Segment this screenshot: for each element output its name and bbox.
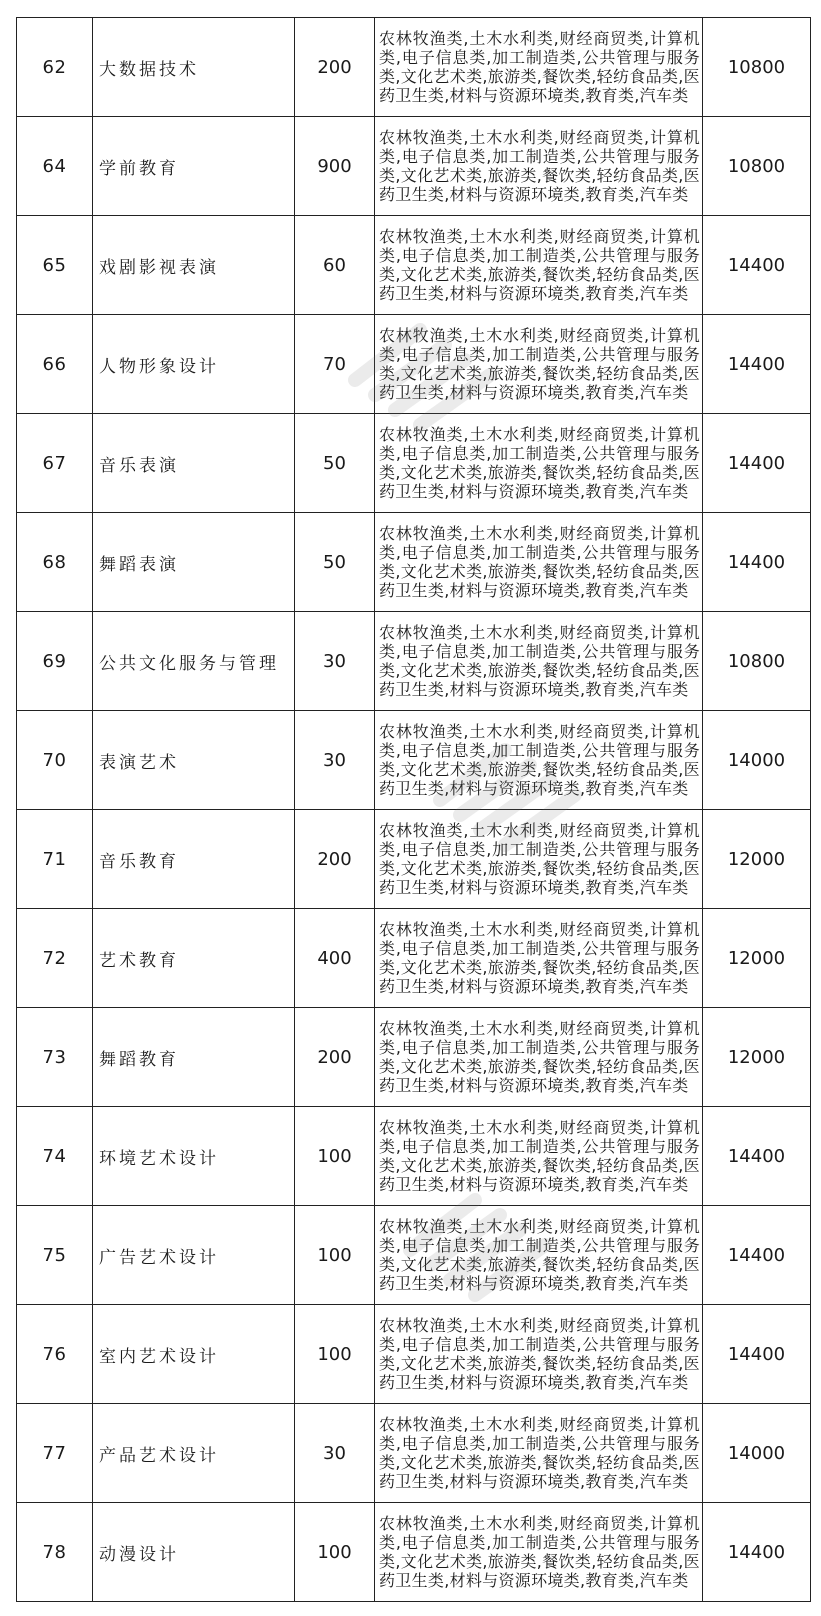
table-body	[17, 18, 811, 1602]
major-number: 70	[17, 711, 93, 810]
table-row	[17, 1305, 811, 1404]
eligible-categories: 农林牧渔类,土木水利类,财经商贸类,计算机类,电子信息类,加工制造类,公共管理与服务类,文化艺术类,旅游类,餐饮类,轻纺食品类,医药卫生类,材料与资源环境类,教育类,汽车类	[375, 612, 703, 711]
tuition-fee: 14400	[703, 513, 811, 612]
enrollment-count: 200	[295, 18, 375, 117]
tuition-fee: 12000	[703, 909, 811, 1008]
major-number: 66	[17, 315, 93, 414]
major-name: 表演艺术	[93, 711, 295, 810]
table-row	[17, 216, 811, 315]
major-name: 大数据技术	[93, 18, 295, 117]
tuition-fee: 14400	[703, 1107, 811, 1206]
tuition-fee: 14400	[703, 315, 811, 414]
major-name: 戏剧影视表演	[93, 216, 295, 315]
eligible-categories: 农林牧渔类,土木水利类,财经商贸类,计算机类,电子信息类,加工制造类,公共管理与服务类,文化艺术类,旅游类,餐饮类,轻纺食品类,医药卫生类,材料与资源环境类,教育类,汽车类	[375, 1107, 703, 1206]
eligible-categories: 农林牧渔类,土木水利类,财经商贸类,计算机类,电子信息类,加工制造类,公共管理与服务类,文化艺术类,旅游类,餐饮类,轻纺食品类,医药卫生类,材料与资源环境类,教育类,汽车类	[375, 414, 703, 513]
enrollment-count: 50	[295, 513, 375, 612]
enrollment-count: 100	[295, 1503, 375, 1602]
enrollment-count: 60	[295, 216, 375, 315]
eligible-categories: 农林牧渔类,土木水利类,财经商贸类,计算机类,电子信息类,加工制造类,公共管理与服务类,文化艺术类,旅游类,餐饮类,轻纺食品类,医药卫生类,材料与资源环境类,教育类,汽车类	[375, 513, 703, 612]
major-number: 76	[17, 1305, 93, 1404]
eligible-categories: 农林牧渔类,土木水利类,财经商贸类,计算机类,电子信息类,加工制造类,公共管理与服务类,文化艺术类,旅游类,餐饮类,轻纺食品类,医药卫生类,材料与资源环境类,教育类,汽车类	[375, 216, 703, 315]
table-row	[17, 1107, 811, 1206]
table-row	[17, 414, 811, 513]
major-number: 64	[17, 117, 93, 216]
major-name: 广告艺术设计	[93, 1206, 295, 1305]
tuition-fee: 14000	[703, 711, 811, 810]
table-row	[17, 909, 811, 1008]
table-row	[17, 315, 811, 414]
eligible-categories: 农林牧渔类,土木水利类,财经商贸类,计算机类,电子信息类,加工制造类,公共管理与服务类,文化艺术类,旅游类,餐饮类,轻纺食品类,医药卫生类,材料与资源环境类,教育类,汽车类	[375, 1305, 703, 1404]
major-number: 69	[17, 612, 93, 711]
eligible-categories: 农林牧渔类,土木水利类,财经商贸类,计算机类,电子信息类,加工制造类,公共管理与服务类,文化艺术类,旅游类,餐饮类,轻纺食品类,医药卫生类,材料与资源环境类,教育类,汽车类	[375, 1008, 703, 1107]
enrollment-count: 100	[295, 1107, 375, 1206]
major-name: 人物形象设计	[93, 315, 295, 414]
table-row	[17, 1404, 811, 1503]
eligible-categories: 农林牧渔类,土木水利类,财经商贸类,计算机类,电子信息类,加工制造类,公共管理与服务类,文化艺术类,旅游类,餐饮类,轻纺食品类,医药卫生类,材料与资源环境类,教育类,汽车类	[375, 1206, 703, 1305]
enrollment-count: 900	[295, 117, 375, 216]
major-name: 舞蹈表演	[93, 513, 295, 612]
enrollment-count: 30	[295, 1404, 375, 1503]
table-row	[17, 513, 811, 612]
table-row	[17, 711, 811, 810]
eligible-categories: 农林牧渔类,土木水利类,财经商贸类,计算机类,电子信息类,加工制造类,公共管理与服务类,文化艺术类,旅游类,餐饮类,轻纺食品类,医药卫生类,材料与资源环境类,教育类,汽车类	[375, 18, 703, 117]
tuition-fee: 10800	[703, 117, 811, 216]
tuition-fee: 14000	[703, 1404, 811, 1503]
tuition-fee: 14400	[703, 216, 811, 315]
majors-table	[16, 17, 811, 1602]
table-row	[17, 1503, 811, 1602]
major-name: 动漫设计	[93, 1503, 295, 1602]
eligible-categories: 农林牧渔类,土木水利类,财经商贸类,计算机类,电子信息类,加工制造类,公共管理与服务类,文化艺术类,旅游类,餐饮类,轻纺食品类,医药卫生类,材料与资源环境类,教育类,汽车类	[375, 810, 703, 909]
tuition-fee: 10800	[703, 18, 811, 117]
major-name: 室内艺术设计	[93, 1305, 295, 1404]
eligible-categories: 农林牧渔类,土木水利类,财经商贸类,计算机类,电子信息类,加工制造类,公共管理与服务类,文化艺术类,旅游类,餐饮类,轻纺食品类,医药卫生类,材料与资源环境类,教育类,汽车类	[375, 1503, 703, 1602]
table-row	[17, 117, 811, 216]
major-name: 音乐教育	[93, 810, 295, 909]
enrollment-count: 70	[295, 315, 375, 414]
major-number: 71	[17, 810, 93, 909]
table-row	[17, 1206, 811, 1305]
major-number: 77	[17, 1404, 93, 1503]
eligible-categories: 农林牧渔类,土木水利类,财经商贸类,计算机类,电子信息类,加工制造类,公共管理与服务类,文化艺术类,旅游类,餐饮类,轻纺食品类,医药卫生类,材料与资源环境类,教育类,汽车类	[375, 1404, 703, 1503]
enrollment-count: 100	[295, 1206, 375, 1305]
enrollment-count: 100	[295, 1305, 375, 1404]
table-row	[17, 18, 811, 117]
enrollment-count: 50	[295, 414, 375, 513]
eligible-categories: 农林牧渔类,土木水利类,财经商贸类,计算机类,电子信息类,加工制造类,公共管理与服务类,文化艺术类,旅游类,餐饮类,轻纺食品类,医药卫生类,材料与资源环境类,教育类,汽车类	[375, 711, 703, 810]
enrollment-count: 200	[295, 810, 375, 909]
major-name: 学前教育	[93, 117, 295, 216]
tuition-fee: 14400	[703, 1305, 811, 1404]
enrollment-count: 30	[295, 612, 375, 711]
tuition-fee: 12000	[703, 810, 811, 909]
enrollment-count: 30	[295, 711, 375, 810]
tuition-fee: 14400	[703, 1206, 811, 1305]
eligible-categories: 农林牧渔类,土木水利类,财经商贸类,计算机类,电子信息类,加工制造类,公共管理与服务类,文化艺术类,旅游类,餐饮类,轻纺食品类,医药卫生类,材料与资源环境类,教育类,汽车类	[375, 117, 703, 216]
major-number: 67	[17, 414, 93, 513]
major-name: 环境艺术设计	[93, 1107, 295, 1206]
major-number: 68	[17, 513, 93, 612]
major-name: 产品艺术设计	[93, 1404, 295, 1503]
eligible-categories: 农林牧渔类,土木水利类,财经商贸类,计算机类,电子信息类,加工制造类,公共管理与服务类,文化艺术类,旅游类,餐饮类,轻纺食品类,医药卫生类,材料与资源环境类,教育类,汽车类	[375, 315, 703, 414]
table-row	[17, 1008, 811, 1107]
enrollment-count: 400	[295, 909, 375, 1008]
major-number: 75	[17, 1206, 93, 1305]
major-name: 艺术教育	[93, 909, 295, 1008]
tuition-fee: 14400	[703, 414, 811, 513]
major-number: 78	[17, 1503, 93, 1602]
major-name: 公共文化服务与管理	[93, 612, 295, 711]
major-name: 舞蹈教育	[93, 1008, 295, 1107]
tuition-fee: 14400	[703, 1503, 811, 1602]
major-name: 音乐表演	[93, 414, 295, 513]
major-number: 72	[17, 909, 93, 1008]
tuition-fee: 10800	[703, 612, 811, 711]
major-number: 65	[17, 216, 93, 315]
enrollment-count: 200	[295, 1008, 375, 1107]
tuition-fee: 12000	[703, 1008, 811, 1107]
table-row	[17, 612, 811, 711]
table-row	[17, 810, 811, 909]
eligible-categories: 农林牧渔类,土木水利类,财经商贸类,计算机类,电子信息类,加工制造类,公共管理与服务类,文化艺术类,旅游类,餐饮类,轻纺食品类,医药卫生类,材料与资源环境类,教育类,汽车类	[375, 909, 703, 1008]
major-number: 74	[17, 1107, 93, 1206]
major-number: 73	[17, 1008, 93, 1107]
major-number: 62	[17, 18, 93, 117]
